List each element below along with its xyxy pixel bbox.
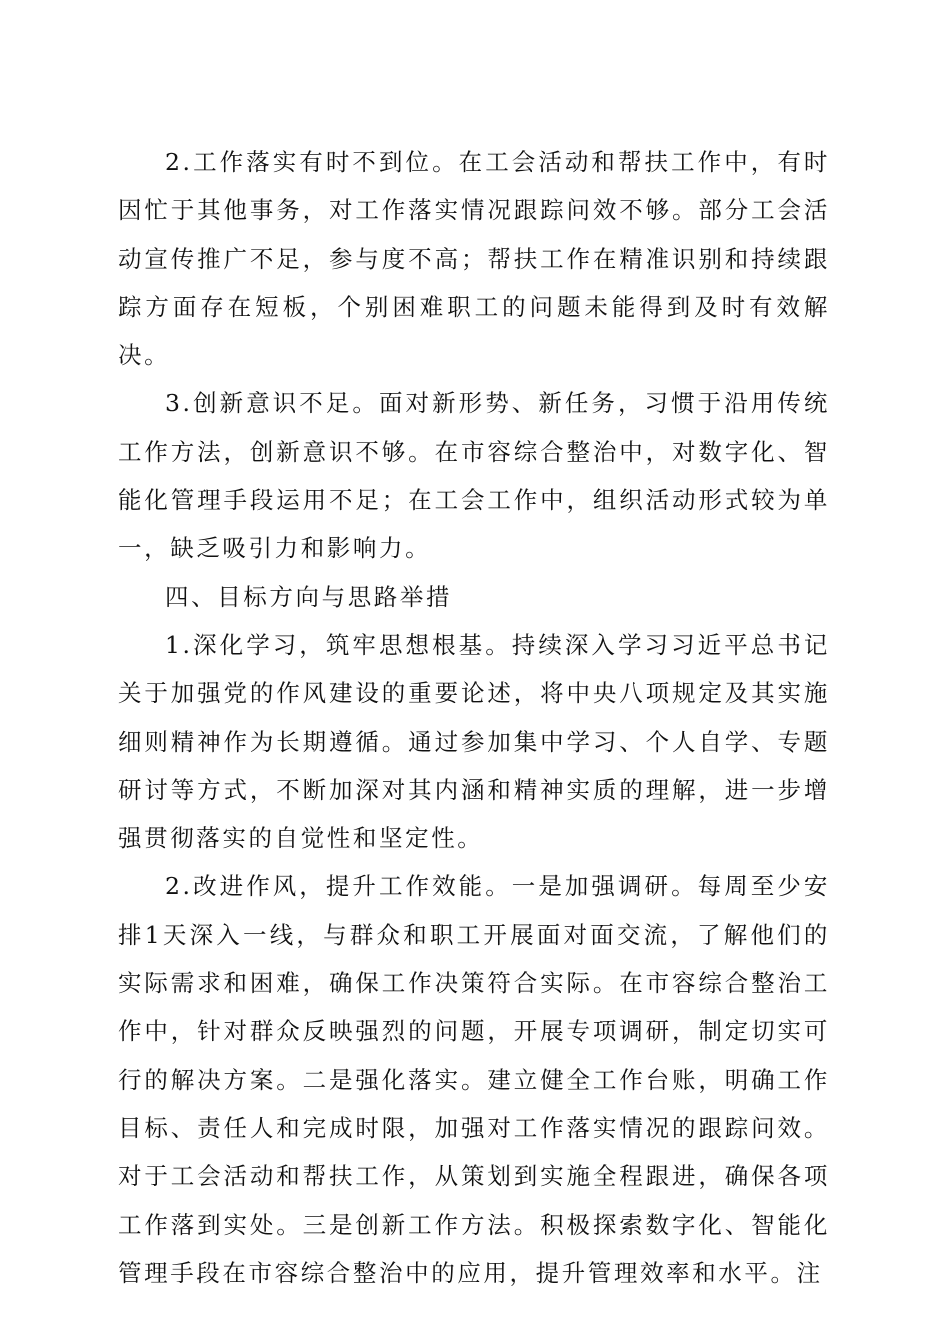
paragraph-deepen-study: 1.深化学习，筑牢思想根基。持续深入学习习近平总书记关于加强党的作风建设的重要论述，将中央八项规定及其实施细则精神作为长期遵循。通过参加集中学习、个人自学、专题研讨等方式，不断加深对其内涵和精神实质的理解，进一步增强贯彻落实的自觉性和坚定性。 xyxy=(118,630,830,853)
document-body xyxy=(118,138,830,1297)
paragraph-improve-work-style: 2.改进作风，提升工作效能。一是加强调研。每周至少安排1天深入一线，与群众和职工开展面对面交流，了解他们的实际需求和困难，确保工作决策符合实际。在市容综合整治工作中，针对群众反映强烈的问题，开展专项调研，制定切实可行的解决方案。二是强化落实。建立健全工作台账，明确工作目标、责任人和完成时限，加强对工作落实情况的跟踪问效。对于工会活动和帮扶工作，从策划到实施全程跟进，确保各项工作落到实处。三是创新工作方法。积极探索数字化、智能化管理手段在市容综合整治中的应用，提升管理效率和水平。注 xyxy=(118,872,830,1287)
paragraph-work-implementation: 2.工作落实有时不到位。在工会活动和帮扶工作中，有时因忙于其他事务，对工作落实情况跟踪问效不够。部分工会活动宣传推广不足，参与度不高；帮扶工作在精准识别和持续跟踪方面存在短板，个别困难职工的问题未能得到及时有效解决。 xyxy=(118,148,830,370)
paragraph-innovation-awareness: 3.创新意识不足。面对新形势、新任务，习惯于沿用传统工作方法，创新意识不够。在市容综合整治中，对数字化、智能化管理手段运用不足；在工会工作中，组织活动形式较为单一，缺乏吸引力和影响力。 xyxy=(118,389,830,563)
section-heading-goals: 四、目标方向与思路举措 xyxy=(165,582,453,611)
